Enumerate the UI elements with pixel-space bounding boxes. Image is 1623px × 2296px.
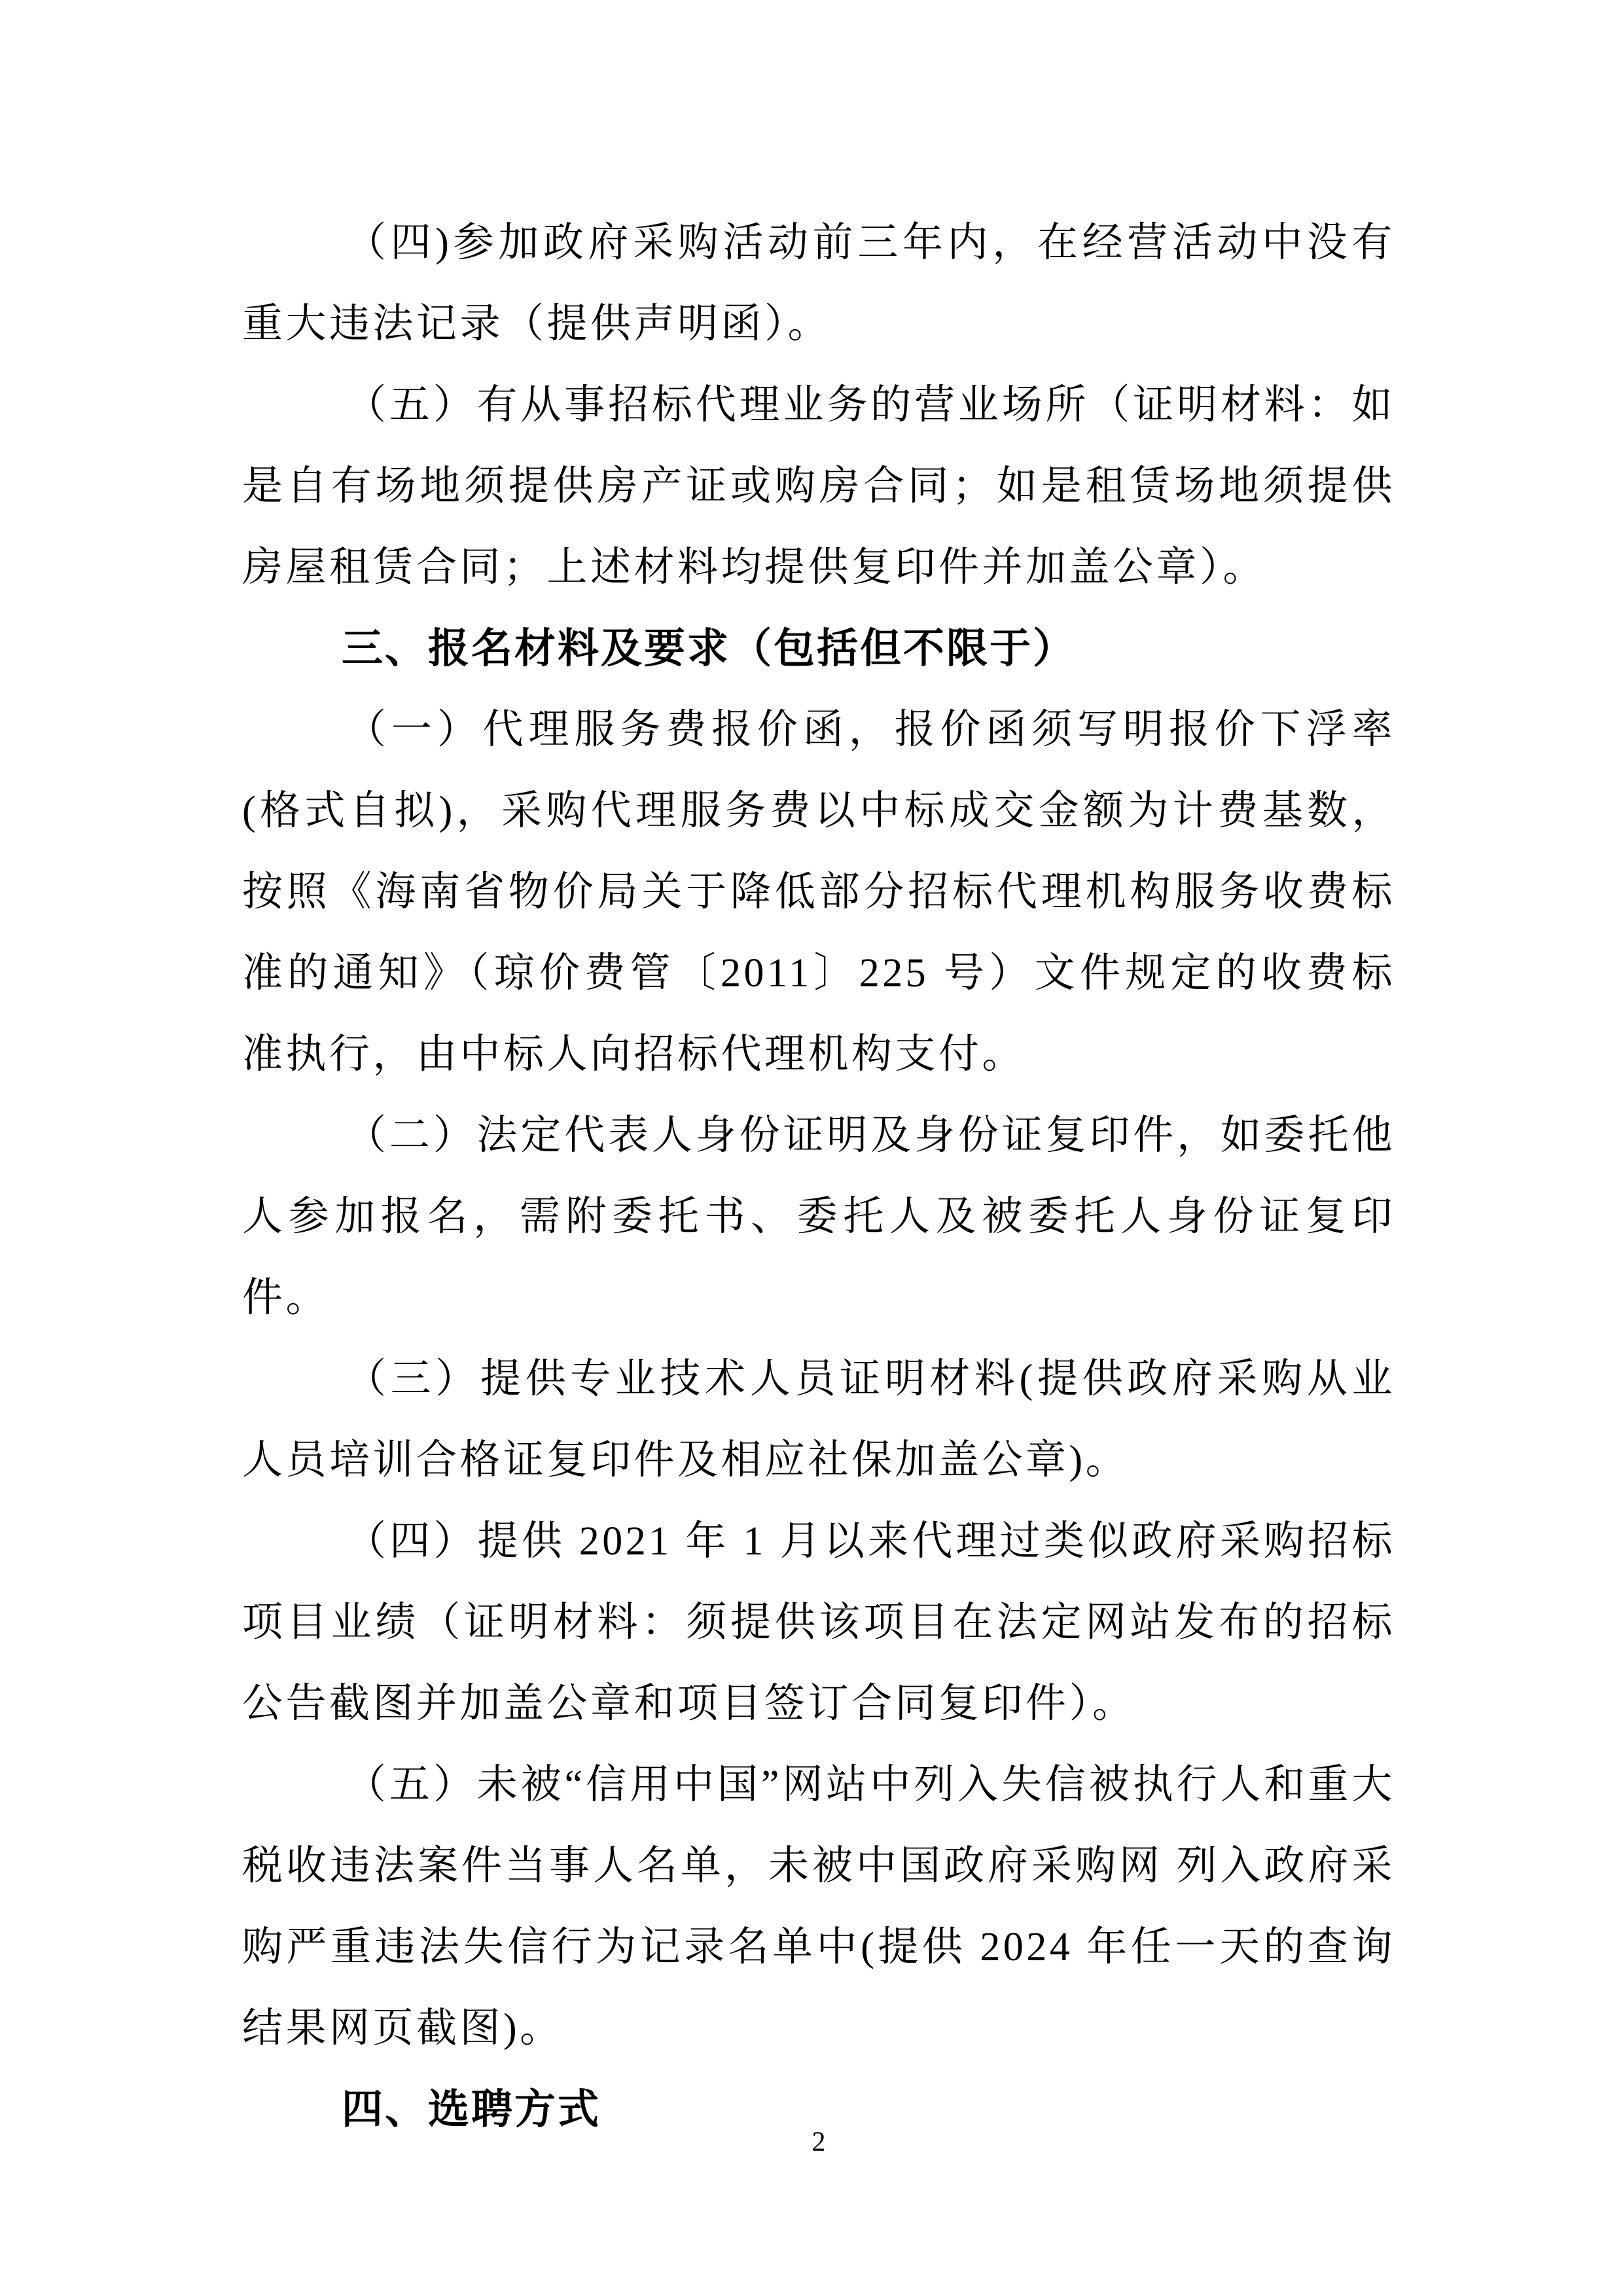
section-heading-3-application-materials: 三、报名材料及要求（包括但不限于）: [342, 626, 1076, 672]
paragraph-item-3-technical-staff-certificates: （三）提供专业技术人员证明材料(提供政府采购从业人员培训合格证复印件及相应社保加盖公章)。: [242, 1357, 1395, 1482]
paragraph-item-5-credit-china-check: （五）未被“信用中国”网站中列入失信被执行人和重大税收违法案件当事人名单，未被中国政府采购网 列入政府采购严重违法失信行为记录名单中(提供 2024 年任一天的查询结果网页截图)。: [242, 1763, 1395, 2051]
document-body: [242, 202, 1395, 2150]
page-number: 2: [812, 2127, 826, 2157]
paragraph-item-2-legal-representative-id: （二）法定代表人身份证明及身份证复印件，如委托他人参加报名，需附委托书、委托人及被委托人身份证复印件。: [242, 1113, 1395, 1320]
section-heading-4-selection-method: 四、选聘方式: [342, 2087, 601, 2132]
paragraph-clause-4-no-violation: （四)参加政府采购活动前三年内，在经营活动中没有重大违法记录（提供声明函）。: [242, 221, 1395, 346]
paragraph-clause-5-business-premises: （五）有从事招标代理业务的营业场所（证明材料：如是自有场地须提供房产证或购房合同；如是租赁场地须提供房屋租赁合同；上述材料均提供复印件并加盖公章）。: [242, 383, 1395, 590]
paragraph-item-4-project-track-record: （四）提供 2021 年 1 月以来代理过类似政府采购招标项目业绩（证明材料：须提供该项目在法定网站发布的招标公告截图并加盖公章和项目签订合同复印件）。: [242, 1519, 1395, 1726]
paragraph-item-1-agency-fee-quotation: （一）代理服务费报价函，报价函须写明报价下浮率(格式自拟)，采购代理服务费以中标成交金额为计费基数，按照《海南省物价局关于降低部分招标代理机构服务收费标准的通知》（琼价费管〔2011〕225 号）文件规定的收费标准执行，由中标人向招标代理机构支付。: [242, 708, 1395, 1077]
